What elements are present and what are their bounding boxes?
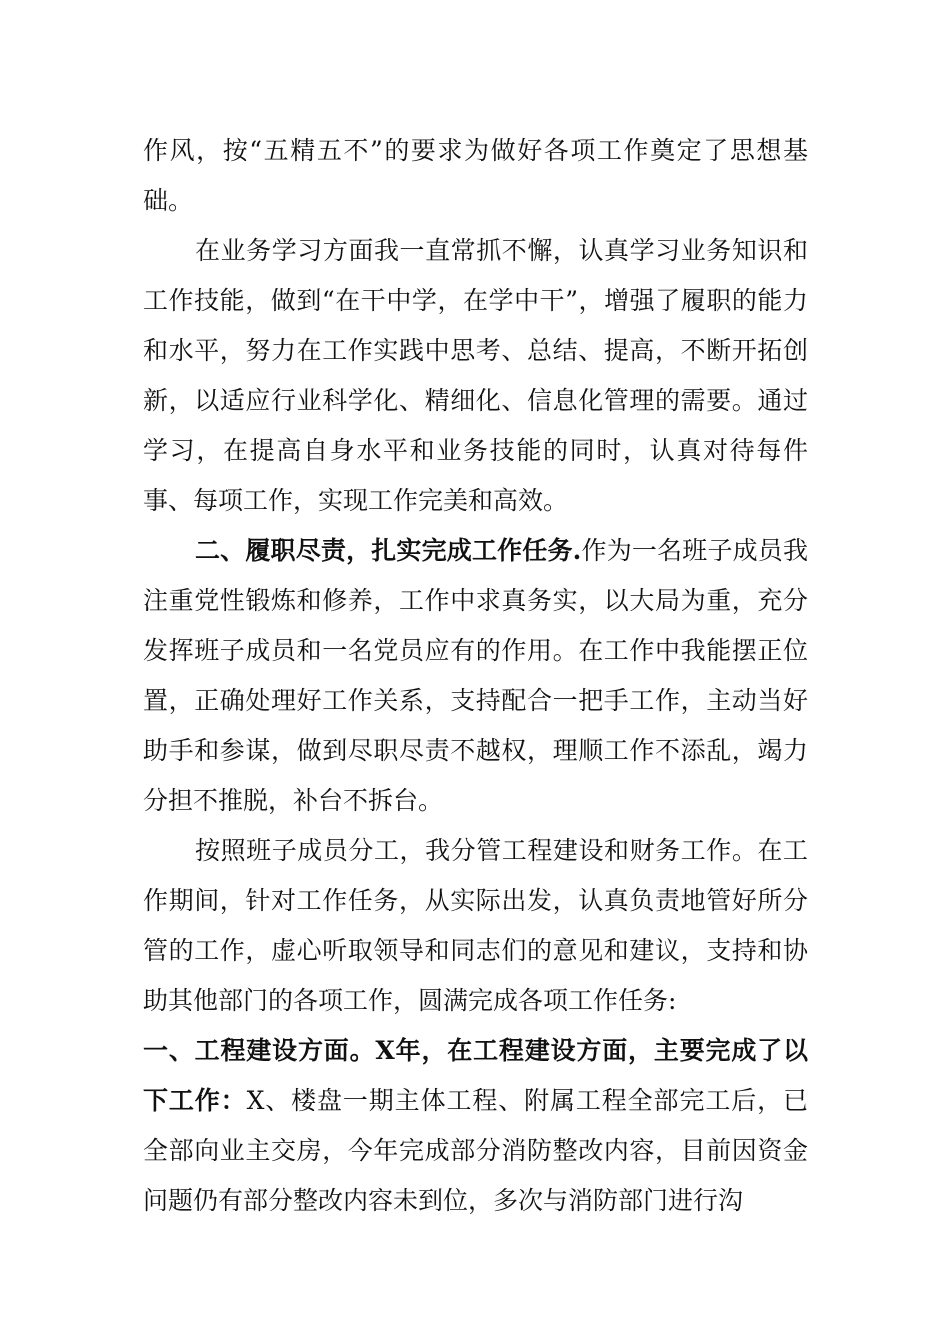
paragraph-3-body: 作为一名班子成员我注重党性锻炼和修养，工作中求真务实，以大局为重，充分发挥班子成员和一名党员应有的作用。在工作中我能摆正位置，正确处理好工作关系，支持配合一把手工作，主动当好助手和参谋，做到尽职尽责不越权，理顺工作不添乱，竭力分担不推脱，补台不拆台。 bbox=[143, 536, 808, 815]
paragraph-2: 在业务学习方面我一直常抓不懈，认真学习业务知识和工作技能，做到“在干中学，在学中干”，增强了履职的能力和水平，努力在工作实践中思考、总结、提高，不断开拓创新，以适应行业科学化、精细化、信息化管理的需要。通过学习，在提高自身水平和业务技能的同时，认真对待每件事、每项工作，实现工作完美和高效。 bbox=[143, 236, 808, 515]
paragraph-4: 按照班子成员分工，我分管工程建设和财务工作。在工作期间，针对工作任务，从实际出发，认真负责地管好所分管的工作，虚心听取领导和同志们的意见和建议，支持和协助其他部门的各项工作，圆满完成各项工作任务: bbox=[143, 836, 808, 1015]
paragraph-1: 作风，按“五精五不”的要求为做好各项工作奠定了思想基础。 bbox=[143, 136, 808, 215]
paragraph-3 bbox=[143, 526, 808, 826]
paragraph-5-body: X、楼盘一期主体工程、附属工程全部完工后，已全部向业主交房，今年完成部分消防整改内容，目前因资金问题仍有部分整改内容未到位，多次与消防部门进行沟 bbox=[143, 1086, 808, 1215]
document-body bbox=[143, 126, 808, 1226]
paragraph-5 bbox=[143, 1026, 808, 1226]
section-heading-2: 二、履职尽责，扎实完成工作任务. bbox=[195, 536, 582, 565]
section-heading-1: 一、工程建设方面。X年，在工程建设方面，主要完成了以下工作： bbox=[143, 1036, 808, 1115]
